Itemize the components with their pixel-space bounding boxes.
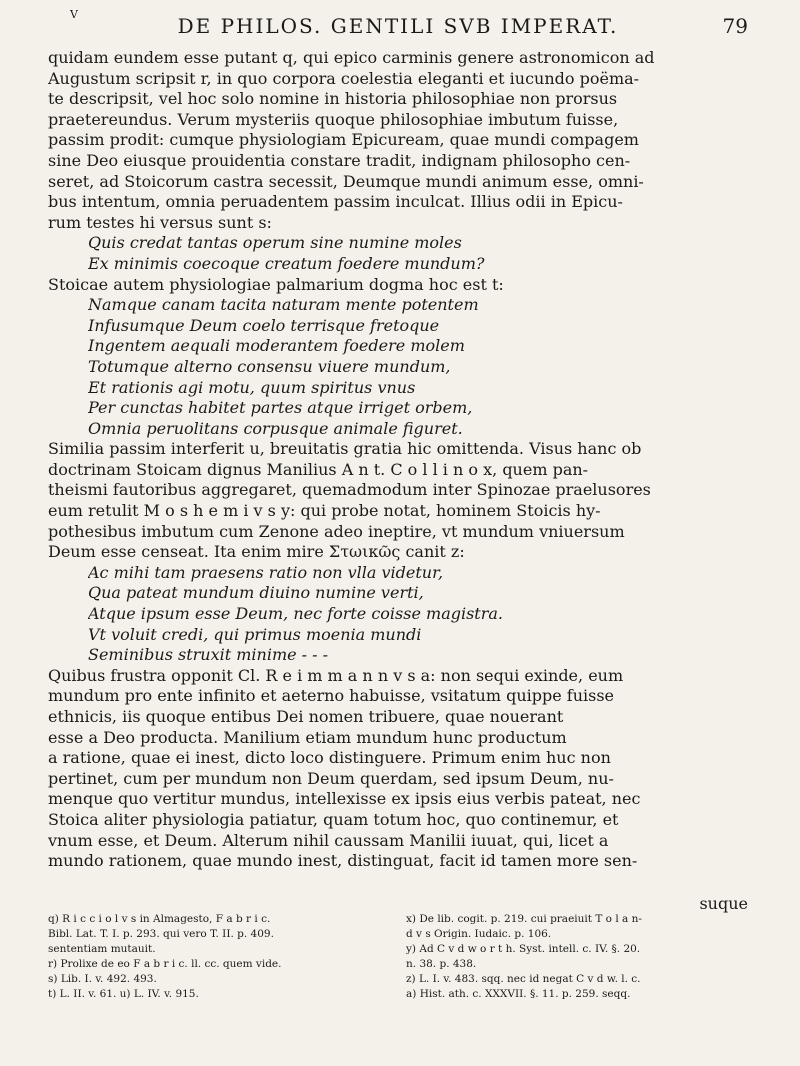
text-line: Stoicae autem physiologiae palmarium dogma hoc est t: (48, 274, 504, 294)
text-line: Similia passim interferit u, breuitatis gratia hic omittenda. Visus hanc ob (48, 439, 642, 459)
text-line: doctrinam Stoicam dignus Manilius A n t. C o l l i n o x, quem pan- (48, 459, 589, 479)
verse-quote-1 (48, 233, 748, 274)
text-line: a ratione, quae ei inest, dicto loco distinguere. Primum enim huc non (48, 748, 611, 768)
verse-line: Totumque alterno consensu viuere mundum, (88, 356, 451, 376)
footnote-line: q) R i c c i o l v s in Almagesto, F a b r i c. (48, 913, 271, 925)
footnotes-left-column (48, 912, 388, 1002)
text-line: Stoica aliter physiologia patiatur, quam totum hoc, quo continemur, et (48, 809, 619, 829)
verse-line: Ex minimis coecoque creatum foedere mundum? (88, 253, 485, 273)
verse-line: Infusumque Deum coelo terrisque fretoque (88, 315, 440, 335)
footnote-line: n. 38. p. 438. (406, 958, 477, 970)
footnotes-right-column (406, 912, 746, 1002)
paragraph-4 (48, 666, 748, 872)
text-line: ethnicis, iis quoque entibus Dei nomen tribuere, quae nouerant (48, 707, 564, 726)
verse-line: Ac mihi tam praesens ratio non vlla videtur, (88, 562, 444, 582)
text-line: praetereundus. Verum mysteriis quoque philosophiae imbutum fuisse, (48, 109, 619, 129)
footnote-line: Bibl. Lat. T. I. p. 293. qui vero T. II. p. 409. (48, 928, 274, 940)
running-header (48, 8, 748, 48)
text-line: pertinet, cum per mundum non Deum querdam, sed ipsum Deum, nu- (48, 768, 614, 788)
verse-line: Seminibus struxit minime - - - (88, 645, 329, 665)
text-line: rum testes hi versus sunt s: (48, 212, 272, 232)
catchword: suque (699, 894, 748, 913)
footnote-line: d v s Origin. Iudaic. p. 106. (406, 928, 552, 940)
text-line: eum retulit M o s h e m i v s y: qui probe notat, hominem Stoicis hy- (48, 501, 601, 521)
verse-line: Ingentem aequali moderantem foedere molem (88, 336, 465, 356)
footnote-line: z) L. I. v. 483. sqq. nec id negat C v d w. l. c. (406, 973, 641, 985)
text-line: mundo rationem, quae mundo inest, distinguat, facit id tamen more sen- (48, 851, 638, 871)
verse-quote-3 (48, 563, 748, 666)
text-line: theismi fautoribus aggregaret, quemadmodum inter Spinozae praelusores (48, 480, 651, 500)
footnote-line: x) De lib. cogit. p. 219. cui praeiuit T o l a n- (406, 913, 642, 925)
text-line: sine Deo eiusque prouidentia constare tradit, indignam philosopho cen- (48, 150, 631, 170)
page (48, 8, 748, 872)
verse-line: Namque canam tacita naturam mente potentem (88, 295, 479, 315)
footnote-line: r) Prolixe de eo F a b r i c. ll. cc. quem vide. (48, 958, 282, 970)
text-line: mundum pro ente infinito et aeterno habuisse, vsitatum quippe fuisse (48, 686, 615, 706)
text-line: bus intentum, omnia peruadentem passim inculcat. Illius odii in Epicu- (48, 192, 623, 212)
footnote-line: y) Ad C v d w o r t h. Syst. intell. c. IV. §. 20. (406, 943, 641, 955)
text-line: Deum esse censeat. Ita enim mire Στωικῶς canit z: (48, 542, 465, 562)
signature-mark: V (70, 8, 80, 21)
running-title: DE PHILOS. GENTILI SVB IMPERAT. (177, 14, 619, 38)
verse-line: Per cunctas habitet partes atque irriget orbem, (88, 398, 473, 418)
verse-line: Qua pateat mundum diuino numine verti, (88, 583, 424, 603)
page-number: 79 (722, 14, 748, 38)
verse-line: Atque ipsum esse Deum, nec forte coisse magistra. (88, 604, 504, 624)
paragraph-3 (48, 439, 748, 563)
footnote-line: s) Lib. I. v. 492. 493. (48, 973, 157, 985)
text-line: te descripsit, vel hoc solo nomine in historia philosophiae non prorsus (48, 89, 618, 109)
verse-line: Quis credat tantas operum sine numine moles (88, 233, 462, 253)
text-line: passim prodit: cumque physiologiam Epicuream, quae mundi compagem (48, 130, 639, 150)
text-line: vnum esse, et Deum. Alterum nihil caussam Manilii iuuat, qui, licet a (48, 830, 609, 850)
text-line: seret, ad Stoicorum castra secessit, Deumque mundi animum esse, omni- (48, 171, 644, 191)
text-line: menque quo vertitur mundus, intellexisse ex ipsis eius verbis pateat, nec (48, 789, 641, 809)
verse-line: Et rationis agi motu, quum spiritus vnus (88, 377, 416, 397)
text-line: pothesibus imbutum cum Zenone adeo ineptire, vt mundum vniuersum (48, 521, 625, 541)
verse-quote-2 (48, 295, 748, 439)
text-line: esse a Deo producta. Manilium etiam mundum hunc productum (48, 727, 567, 747)
text-line: Augustum scripsit r, in quo corpora coelestia eleganti et iucundo poëma- (48, 68, 640, 88)
footnote-line: t) L. II. v. 61. u) L. IV. v. 915. (48, 988, 199, 1000)
paragraph-1 (48, 48, 748, 233)
verse-line: Omnia peruolitans corpusque animale figuret. (88, 418, 463, 438)
text-line: Quibus frustra opponit Cl. R e i m m a n n v s a: non sequi exinde, eum (48, 665, 624, 685)
verse-line: Vt voluit credi, qui primus moenia mundi (88, 624, 422, 644)
text-line: quidam eundem esse putant q, qui epico carminis genere astronomicon ad (48, 48, 655, 67)
footnote-line: a) Hist. ath. c. XXXVII. §. 11. p. 259. seqq. (406, 988, 631, 1000)
footnote-line: sententiam mutauit. (48, 943, 156, 955)
main-text (48, 48, 748, 872)
paragraph-2 (48, 275, 748, 296)
